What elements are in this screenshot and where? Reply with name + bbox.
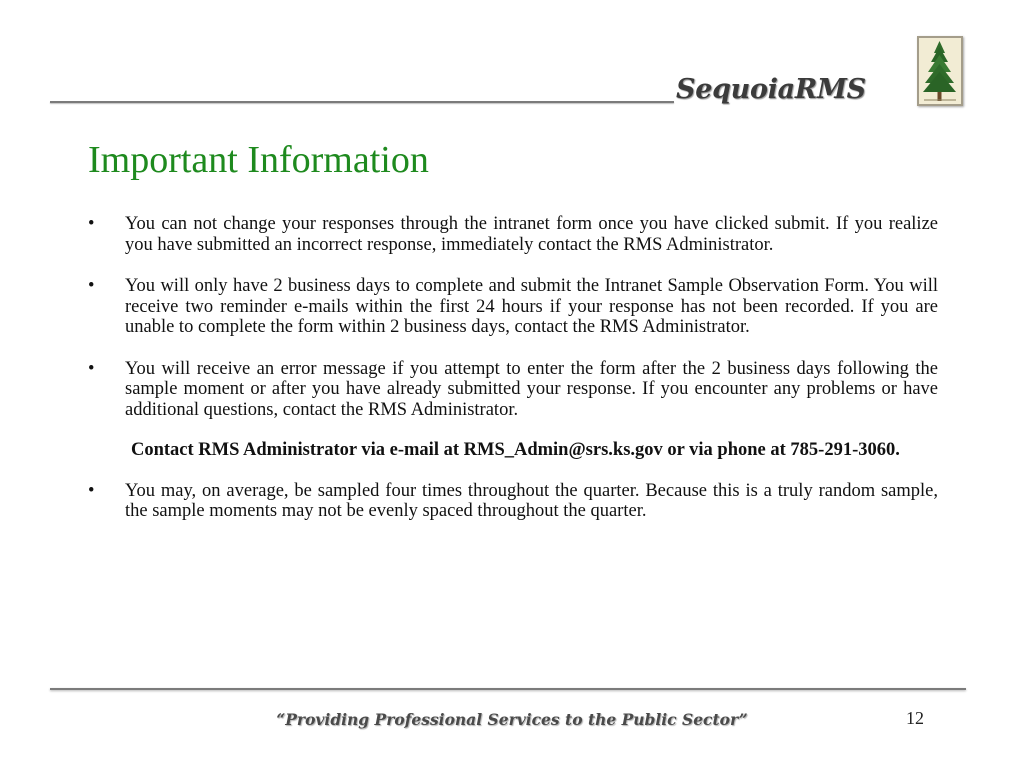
page-number: 12 — [906, 708, 924, 728]
contact-info: Contact RMS Administrator via e-mail at RMS_Admin@srs.ks.gov or via phone at 785-291-3060. — [131, 440, 900, 460]
bullet-text: You can not change your responses through the intranet form once you have clicked submit. If you realize you have submitted an incorrect response, immediately contact the RMS Administrator. — [125, 214, 938, 255]
slide-title: Important Information — [88, 139, 429, 181]
bullet-text: You will receive an error message if you attempt to enter the form after the 2 business days following the sample moment or after you have already submitted your response. If you encounter any problems or have additional questions, contact the RMS Administrator. — [125, 358, 938, 420]
bullet-text: You will only have 2 business days to complete and submit the Intranet Sample Observation Form. You will receive two reminder e-mails within the first 24 hours if your response has not been recorded. If you are unable to complete the form within 2 business days, contact the RMS Administrator. — [125, 276, 938, 337]
header-rule — [50, 101, 674, 103]
brand-name: SequoiaRMS — [676, 74, 866, 105]
bullet-item: • You may, on average, be sampled four times throughout the quarter. Because this is a truly random sample, the sample moments may not be evenly spaced throughout the quarter. — [88, 480, 938, 521]
bullet-item: • You can not change your responses through the intranet form once you have clicked submit. If you realize you have submitted an incorrect response, immediately contact the RMS Administrator. — [88, 214, 938, 255]
footer-tagline: “Providing Professional Services to the Public Sector” — [276, 710, 748, 729]
bullet-text: You may, on average, be sampled four times throughout the quarter. Because this is a truly random sample, the sample moments may not be evenly spaced throughout the quarter. — [125, 480, 938, 521]
bullet-item: • You will receive an error message if you attempt to enter the form after the 2 business days following the sample moment or after you have already submitted your response. If you encounter any problems or have additional questions, contact the RMS Administrator. — [88, 358, 938, 420]
slide-content — [88, 214, 938, 522]
sequoia-tree-icon — [917, 36, 963, 106]
footer-rule — [50, 688, 966, 690]
bullet-item: • You will only have 2 business days to complete and submit the Intranet Sample Observation Form. You will receive two reminder e-mails within the first 24 hours if your response has not been recorded. If you are unable to complete the form within 2 business days, contact the RMS Administrator. — [88, 276, 938, 337]
